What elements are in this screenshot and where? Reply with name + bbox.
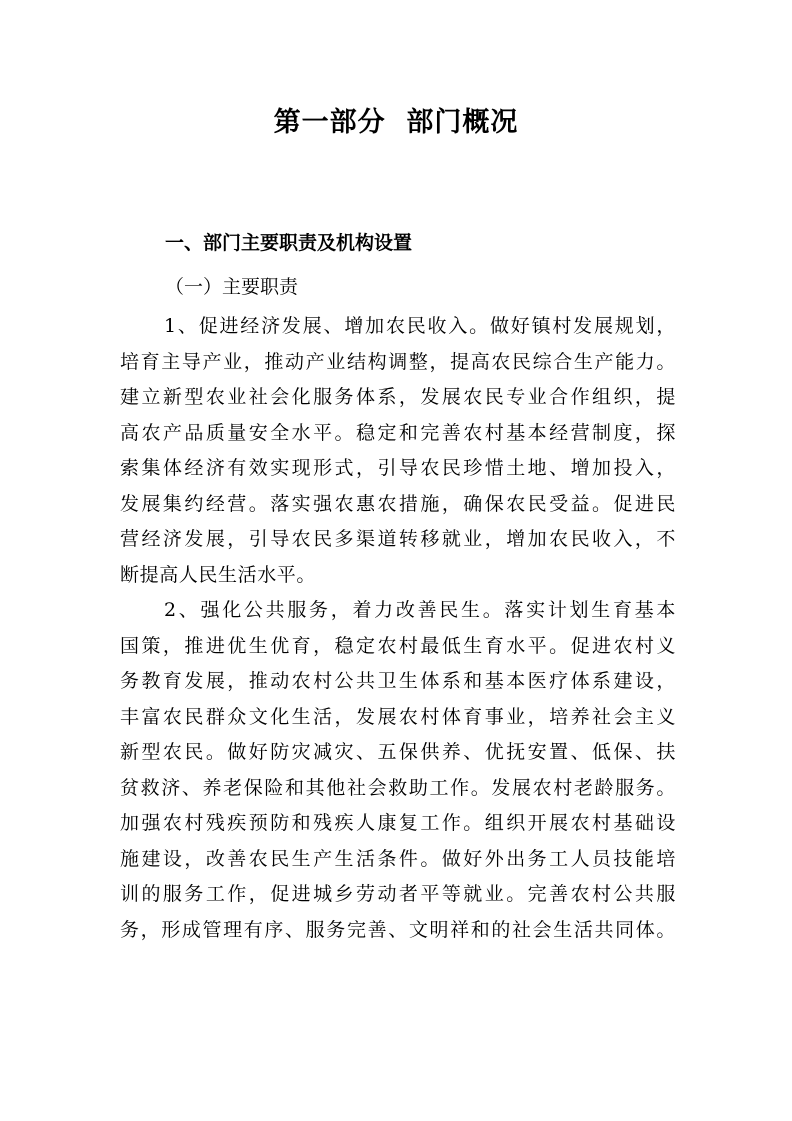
- body-text: [120, 309, 676, 948]
- paragraph-1-line: 营经济发展，引导农民多渠道转移就业，增加农民收入，不: [120, 528, 676, 550]
- paragraph-2-line: 训的服务工作，促进城乡劳动者平等就业。完善农村公共服: [120, 883, 676, 905]
- page-title: 第一部分 部门概况: [273, 107, 519, 138]
- section-heading: 一、部门主要职责及机构设置: [165, 232, 413, 254]
- paragraph-1-line: 索集体经济有效实现形式，引导农民珍惜土地、增加投入，: [120, 457, 676, 479]
- subsection-heading: （一）主要职责: [165, 276, 299, 298]
- paragraph-2-line: 丰富农民群众文化生活，发展农村体育事业，培养社会主义: [120, 705, 676, 728]
- paragraph-2-line: 2、强化公共服务，着力改善民生。落实计划生育基本: [164, 599, 676, 621]
- paragraph-2-line: 务，形成管理有序、服务完善、文明祥和的社会生活共同体。: [120, 918, 676, 941]
- paragraph-1-line: 1、促进经济发展、增加农民收入。做好镇村发展规划，: [164, 315, 676, 337]
- paragraph-2-line: 务教育发展，推动农村公共卫生体系和基本医疗体系建设，: [120, 670, 676, 692]
- paragraph-1-line: 高农产品质量安全水平。稳定和完善农村基本经营制度，探: [120, 421, 676, 444]
- paragraph-2-line: 施建设，改善农民生产生活条件。做好外出务工人员技能培: [120, 847, 676, 870]
- paragraph-2-line: 加强农村残疾预防和残疾人康复工作。组织开展农村基础设: [120, 812, 676, 834]
- paragraph-1-line: 培育主导产业，推动产业结构调整，提高农民综合生产能力。: [120, 350, 676, 373]
- paragraph-1-line: 发展集约经营。落实强农惠农措施，确保农民受益。促进民: [120, 492, 676, 515]
- paragraph-2-line: 国策，推进优生优育，稳定农村最低生育水平。促进农村义: [120, 634, 676, 657]
- paragraph-1-line: 建立新型农业社会化服务体系，发展农民专业合作组织，提: [120, 386, 676, 408]
- paragraph-1-line: 断提高人民生活水平。: [120, 563, 317, 586]
- paragraph-2-line: 新型农民。做好防灾减灾、五保供养、优抚安置、低保、扶: [120, 741, 676, 763]
- paragraph-2-line: 贫救济、养老保险和其他社会救助工作。发展农村老龄服务。: [120, 776, 676, 799]
